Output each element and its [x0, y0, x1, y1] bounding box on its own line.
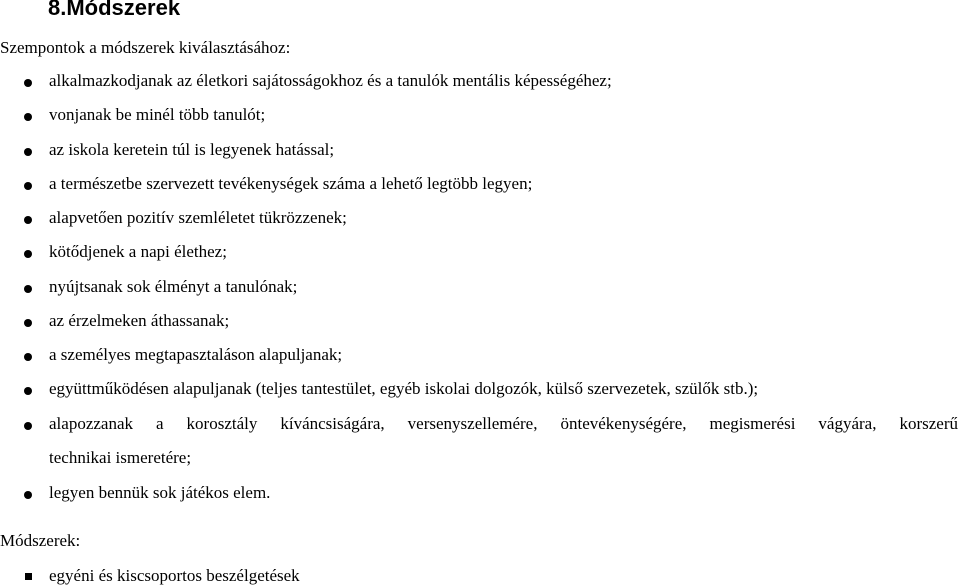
bullet-dot-icon	[24, 182, 32, 190]
bullet-dot-icon	[24, 113, 32, 121]
list-item-text-continued: technikai ismeretére;	[49, 448, 192, 467]
bullet-dot-icon	[24, 422, 32, 430]
list-item-text: kötődjenek a napi élethez;	[49, 242, 227, 261]
bullet-dot-icon	[24, 319, 32, 327]
bullet-dot-icon	[24, 148, 32, 156]
bullet-dot-icon	[24, 216, 32, 224]
list-item-text: az iskola keretein túl is legyenek hatással;	[49, 140, 335, 159]
list-item-text: legyen bennük sok játékos elem.	[49, 483, 271, 502]
bullet-dot-icon	[24, 353, 32, 361]
list-item-text: a személyes megtapasztaláson alapuljanak;	[49, 345, 343, 364]
bullet-dot-icon	[24, 387, 32, 395]
list-item-text: együttműködésen alapuljanak (teljes tantestület, egyéb iskolai dolgozók, külső szervezetek, szülők stb.);	[49, 379, 759, 398]
list-item-text: nyújtsanak sok élményt a tanulónak;	[49, 277, 298, 296]
bullet-dot-icon	[24, 285, 32, 293]
methods-intro: Módszerek:	[0, 531, 81, 550]
list-item-text: alapozzanak a korosztály kíváncsiságára, versenyszellemére, öntevékenységére, megismerési vágyára, korszerű	[49, 414, 958, 433]
section-title: 8.Módszerek	[48, 0, 181, 20]
bullet-dot-icon	[24, 250, 32, 258]
bullet-square-icon	[25, 573, 32, 580]
bullet-dot-icon	[24, 79, 32, 87]
list-item-text: az érzelmeken áthassanak;	[49, 311, 230, 330]
list-item-text: alkalmazkodjanak az életkori sajátosságokhoz és a tanulók mentális képességéhez;	[49, 71, 612, 90]
list-item-text: egyéni és kiscsoportos beszélgetések	[49, 566, 300, 585]
bullet-dot-icon	[24, 491, 32, 499]
list-item-text: a természetbe szervezett tevékenységek száma a lehető legtöbb legyen;	[49, 174, 533, 193]
list-item-text: alapvetően pozitív szemléletet tükrözzenek;	[49, 208, 347, 227]
criteria-intro: Szempontok a módszerek kiválasztásához:	[0, 38, 291, 57]
list-item-text: vonjanak be minél több tanulót;	[49, 105, 266, 124]
